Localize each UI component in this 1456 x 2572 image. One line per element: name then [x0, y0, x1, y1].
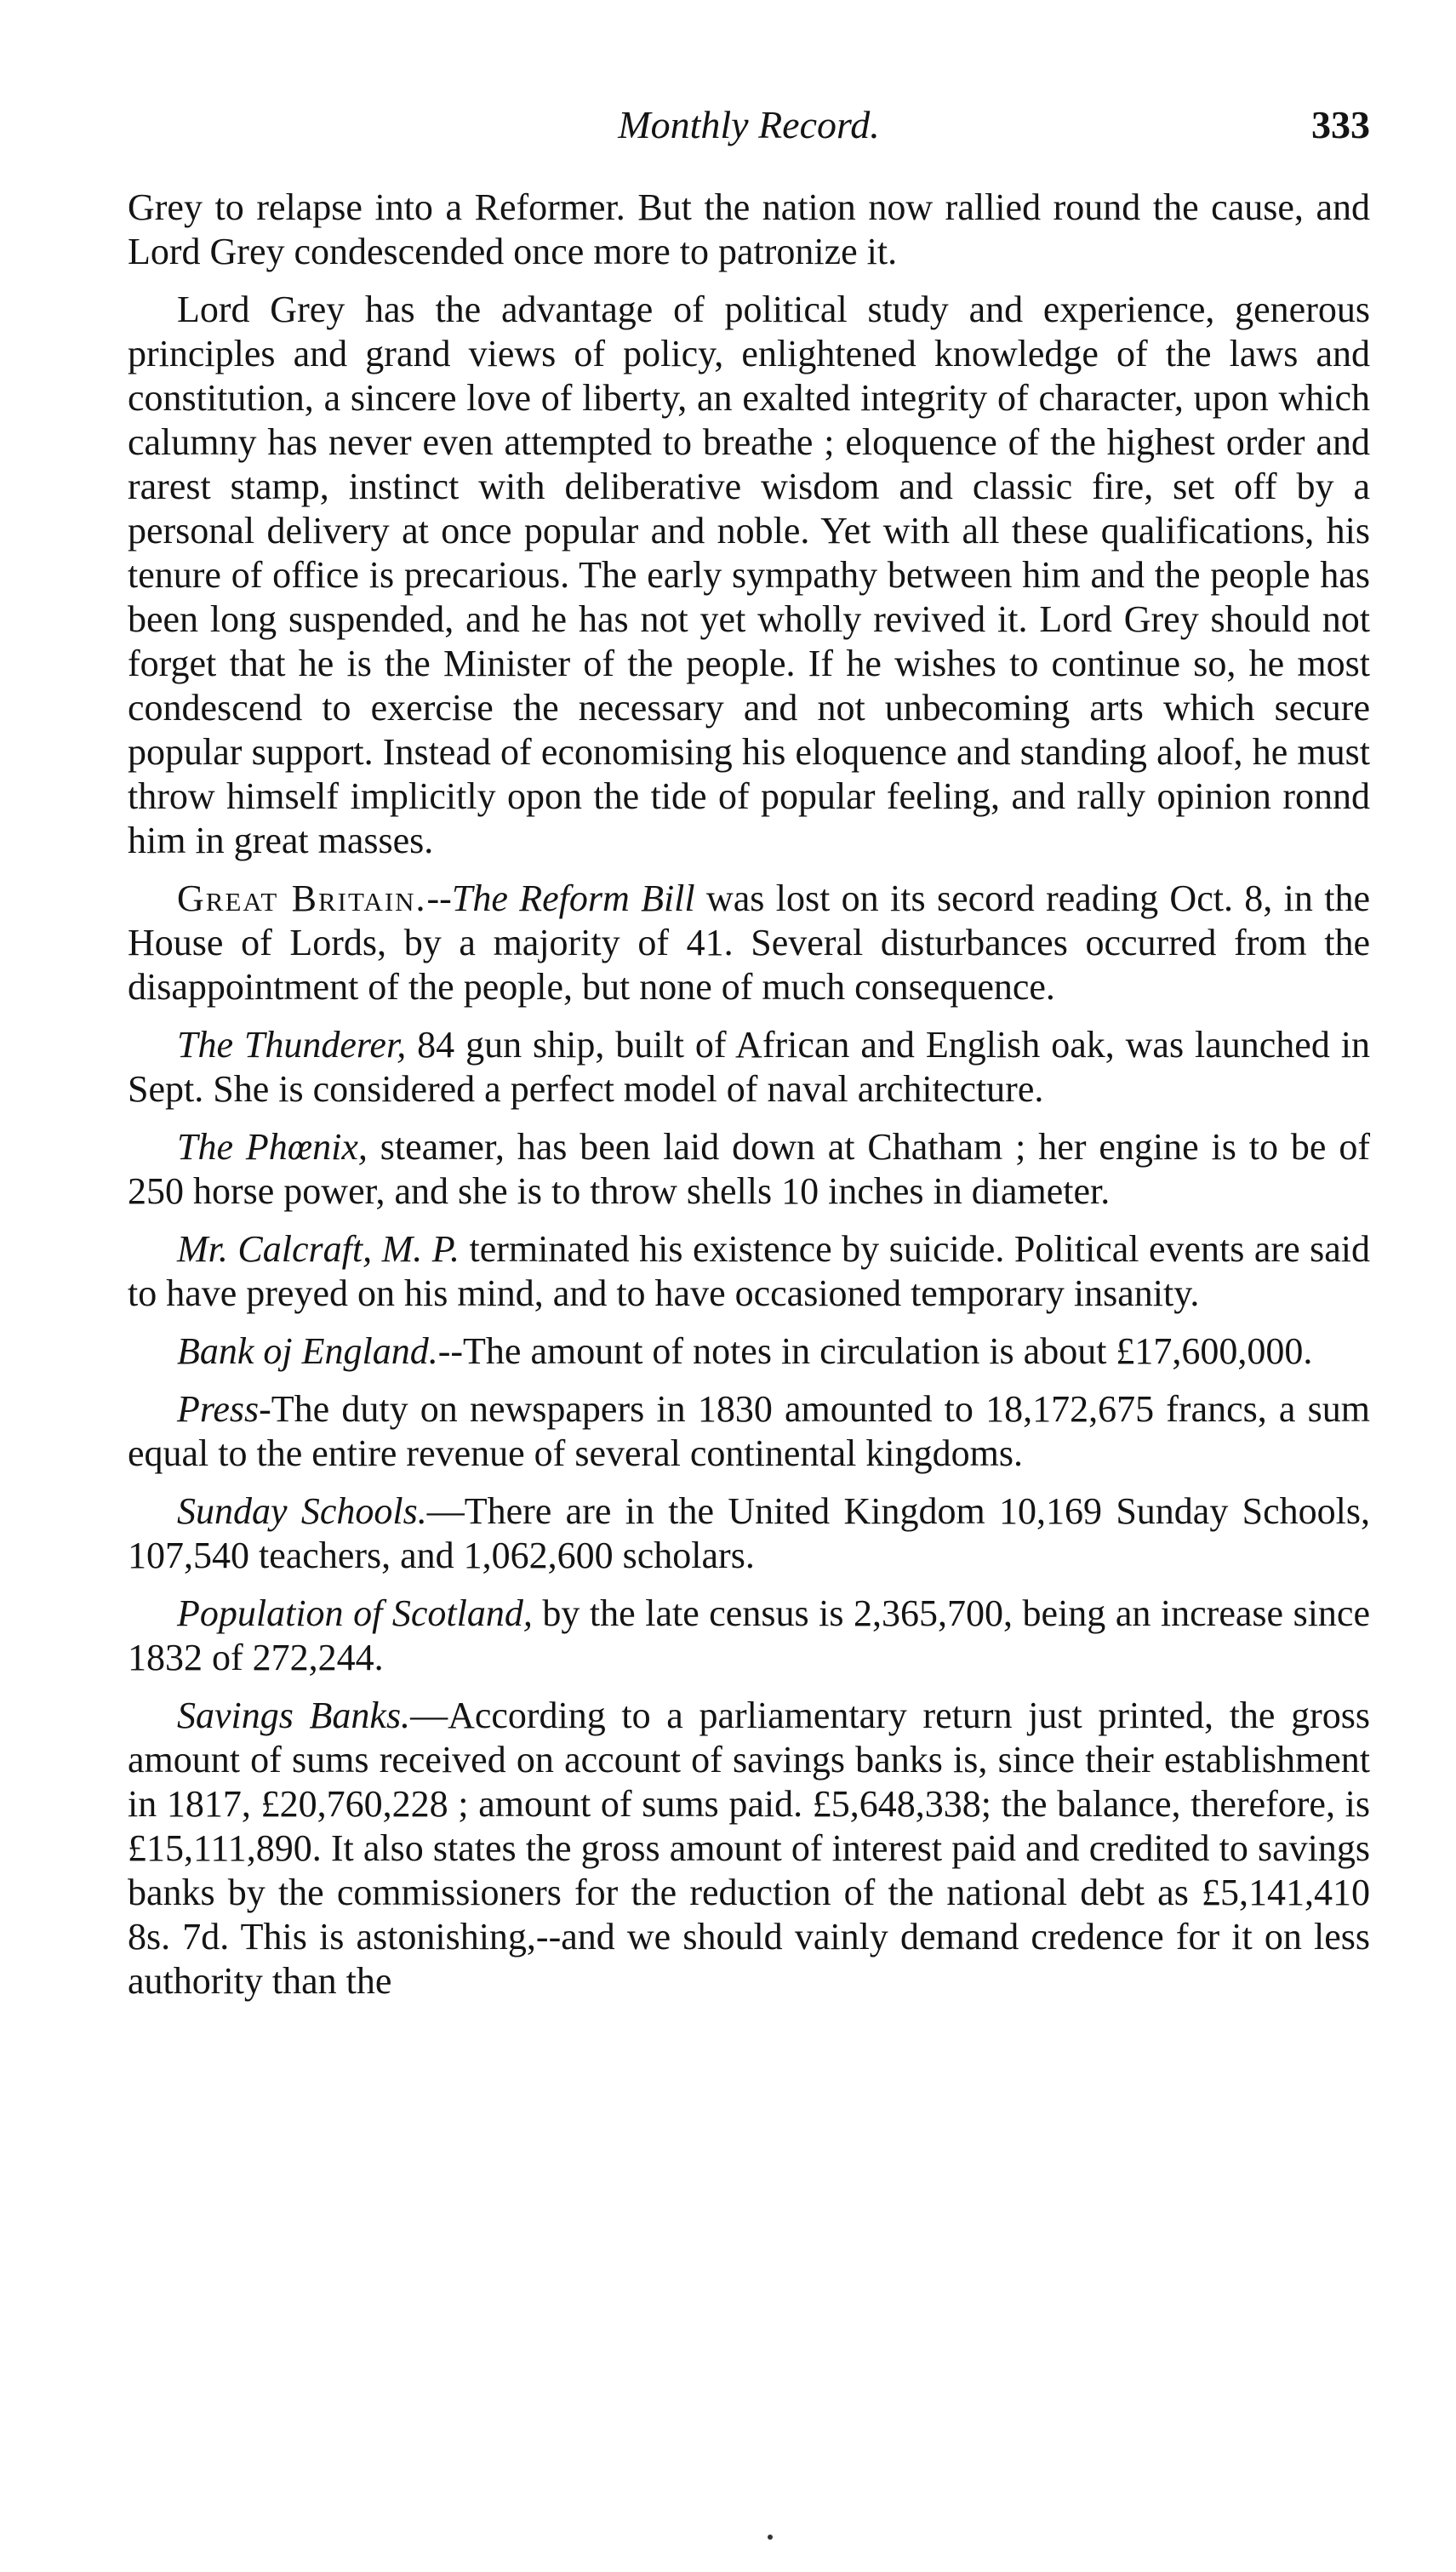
entry-subject: The Reform Bill [451, 877, 695, 919]
page [128, 102, 1370, 2017]
entry-subject: The Phœnix, [177, 1126, 368, 1168]
paragraph-phoenix [128, 1125, 1370, 1214]
page-number: 333 [1311, 103, 1370, 146]
entry-subject: The Thunderer, [177, 1024, 407, 1066]
print-speck [768, 2535, 773, 2540]
paragraph-lord-grey: Lord Grey has the advantage of political study and experience, generous principles and grand views of policy, enlightened knowledge of the laws and constitution, a sincere love of liberty, an exalted integrity of character, upon which calumny has never even attempted to breathe ; eloquence of the highest order and rarest stamp, instinct with deliberative wisdom and classic fire, set off by a personal delivery at once popular and noble. Yet with all these qualifications, his tenure of office is precarious. The early sympathy between him and the people has been long suspended, and he has not yet wholly revived it. Lord Grey should not forget that he is the Minister of the people. If he wishes to continue so, he most condescend to exercise the necessary and not unbecoming arts which secure popular support. Instead of economising his eloquence and standing aloof, he must throw himself implicitly opon the tide of popular feeling, and rally opinion ronnd him in great masses. [128, 289, 1370, 861]
entry-subject: Sunday Schools. [177, 1490, 427, 1532]
entry-text: 84 gun ship, built of African and English oak, was launched in Sept. She is considered a perfect model of naval architecture. [128, 1024, 1370, 1110]
entry-text: steamer, has been laid down at Chatham ; her engine is to be of 250 horse power, and she is to throw shells 10 inches in diameter. [128, 1126, 1370, 1212]
entry-subject: Bank oj England. [177, 1330, 438, 1372]
entry-subject: Savings Banks. [177, 1695, 411, 1736]
entry-text: The duty on newspapers in 1830 amounted to 18,172,675 francs, a sum equal to the entire revenue of several continental kingdoms. [128, 1388, 1370, 1474]
entry-text: --The amount of notes in circulation is about £17,600,000. [437, 1330, 1313, 1372]
paragraph-sunday-schools [128, 1489, 1370, 1578]
entry-text: was lost on its secord reading Oct. 8, in the House of Lords, by a majority of 41. Several disturbances occurred from the disappointment of the people, but none of much consequence. [128, 877, 1370, 1008]
body-text [128, 186, 1370, 2003]
paragraph-thunderer [128, 1023, 1370, 1112]
paragraph-great-britain: Great Britain.--The Reform Bill was lost on its secord reading Oct. 8, in the House of Lords, by a majority of 41. Several disturbances occurred from the disappointment of the people, but none of much consequence. [128, 877, 1370, 1008]
entry-subject: Mr. Calcraft, M. P. [177, 1228, 460, 1270]
paragraph-population-scotland [128, 1592, 1370, 1680]
paragraph-savings-banks [128, 1694, 1370, 2003]
paragraph-press [128, 1387, 1370, 1476]
entry-text: by the late census is 2,365,700, being an increase since 1832 of 272,244. [128, 1592, 1370, 1678]
paragraph-continued: Grey to relapse into a Reformer. But the nation now rallied round the cause, and Lord Grey condescended once more to patronize it. [128, 186, 1370, 272]
entry-subject: Population of Scotland, [177, 1592, 533, 1634]
paragraph-calcraft [128, 1227, 1370, 1316]
entry-text: —There are in the United Kingdom 10,169 Sunday Schools, 107,540 teachers, and 1,062,600 scholars. [128, 1490, 1371, 1576]
entry-subject: Press- [177, 1388, 271, 1430]
running-title: Monthly Record. [618, 103, 880, 146]
running-head [128, 102, 1370, 153]
section-lead: Great Britain. [177, 877, 427, 919]
paragraph-bank-of-england [128, 1329, 1370, 1374]
entry-text: —According to a parliamentary return just printed, the gross amount of sums received on account of savings banks is, since their establishment in 1817, £20,760,228 ; amount of sums paid. £5,648,338; the balance, therefore, is £15,111,890. It also states the gross amount of interest paid and credited to savings banks by the commissioners for the reduction of the national debt as £5,141,410 8s. 7d. This is astonishing,--and we should vainly demand credence for it on less authority than the [128, 1695, 1370, 2002]
entry-text: terminated his existence by suicide. Political events are said to have preyed on his mind, and to have occasioned temporary insanity. [128, 1228, 1371, 1314]
